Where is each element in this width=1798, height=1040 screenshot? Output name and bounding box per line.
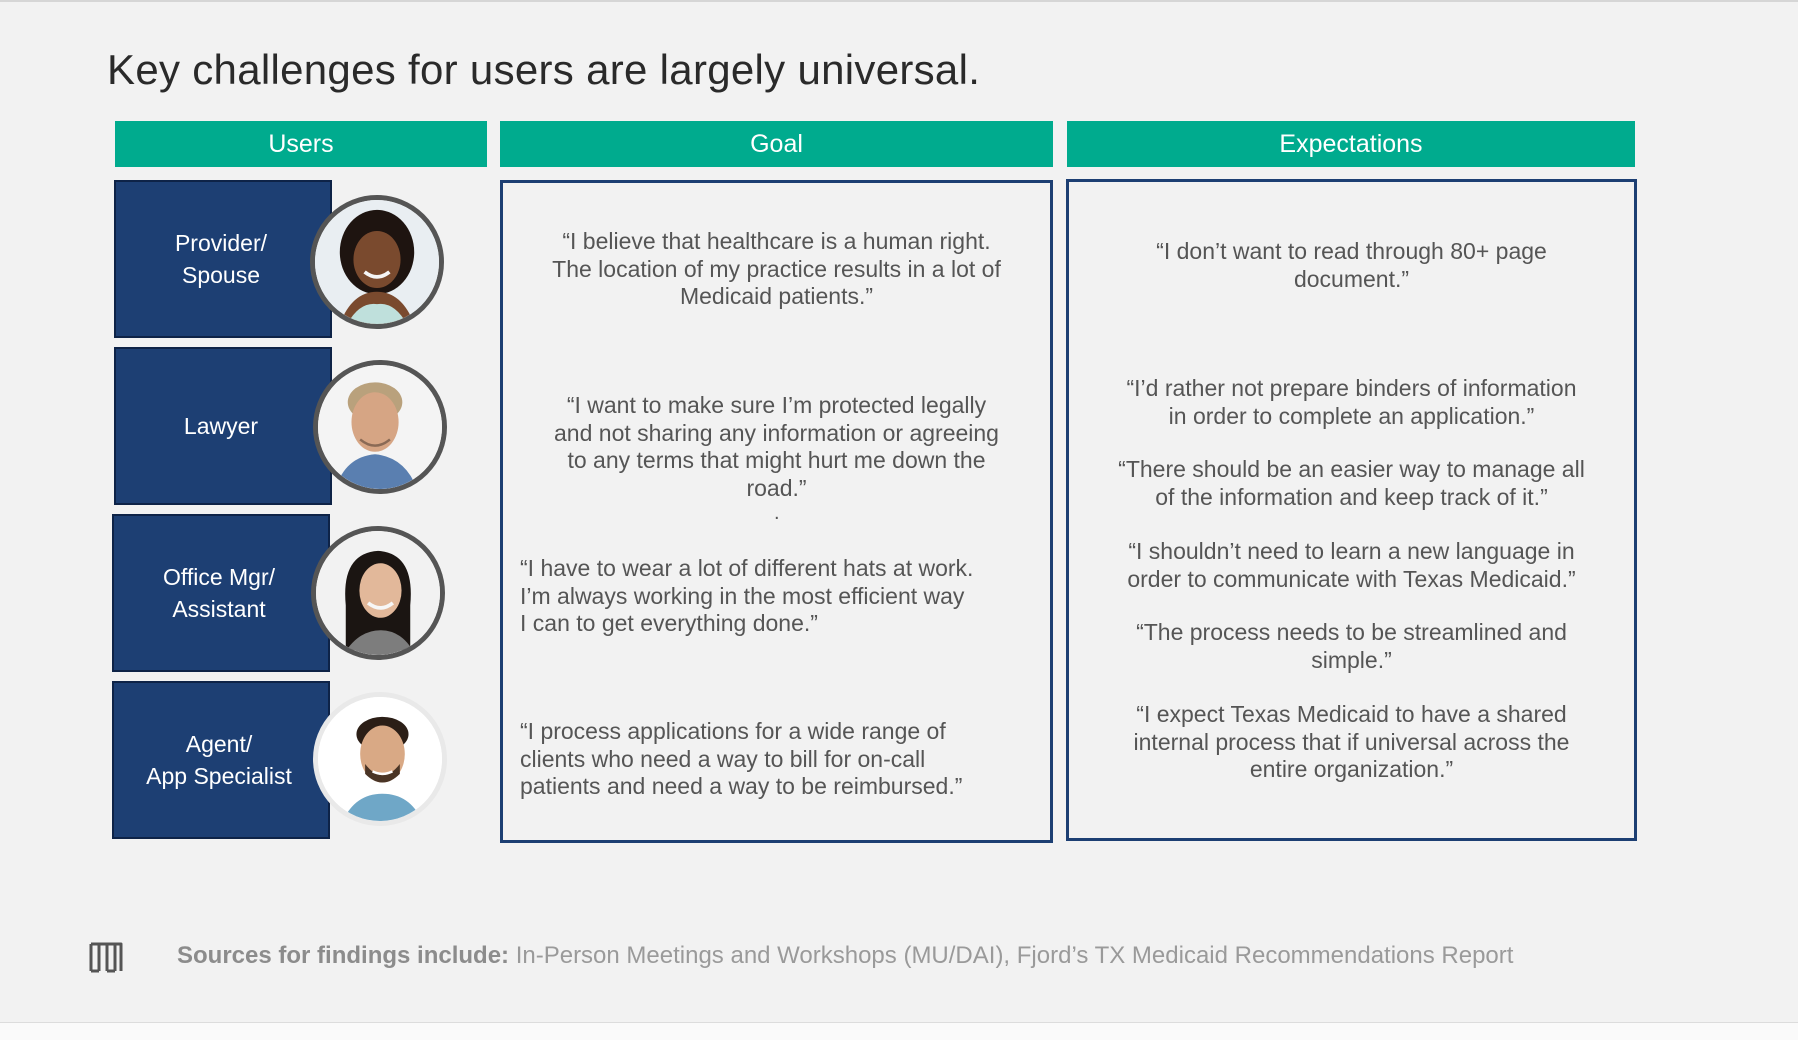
goal-quote-provider: “I believe that healthcare is a human right. The location of my practice results in a lot of Medicaid patients.”: [552, 228, 1001, 309]
user-provider-spouse: [114, 180, 332, 338]
expectation-quote-6: “I expect Texas Medicaid to have a shared internal process that if universal across the entire organization.”: [1133, 701, 1570, 782]
expectation-quote-4: “I shouldn’t need to learn a new language in order to communicate with Texas Medicaid.”: [1127, 538, 1576, 592]
sources-footer: [177, 942, 1513, 970]
goal-quote-lawyer: “I want to make sure I’m protected legally and not sharing any information or agreeing to any terms that might hurt me down the road.”: [554, 392, 999, 501]
expectation-quote-3: “There should be an easier way to manage all of the information and keep track of it.”: [1118, 456, 1585, 510]
header-expectations: Expectations: [1067, 121, 1635, 167]
woman-portrait-icon: [311, 526, 445, 660]
sources-label: Sources for findings include:: [177, 942, 510, 969]
user-label-line2: Assistant: [172, 596, 266, 622]
expectation-quote-5: “The process needs to be streamlined and simple.”: [1136, 619, 1567, 673]
top-divider: [0, 0, 1798, 2]
user-label-line2: Spouse: [181, 262, 260, 288]
user-label-line1: Office Mgr/: [162, 564, 276, 590]
man-portrait-icon: [313, 692, 447, 826]
woman-portrait-icon: [310, 195, 444, 329]
sources-text: In-Person Meetings and Workshops (MU/DAI), Fjord’s TX Medicaid Recommendations Report: [509, 942, 1514, 969]
company-logo-icon: [88, 940, 124, 974]
goal-quote-agent: “I process applications for a wide range of clients who need a way to bill for on-call patients and need a way to be reimbursed.”: [520, 718, 963, 799]
user-label-line1: Provider/: [174, 230, 268, 256]
user-office-mgr-assistant: [112, 514, 330, 672]
user-label-line1: Agent/: [185, 731, 253, 757]
expectation-quote-2: “I’d rather not prepare binders of information in order to complete an application.”: [1126, 375, 1577, 429]
user-agent-app-specialist: [112, 681, 330, 839]
page-title: Key challenges for users are largely universal.: [107, 46, 981, 93]
user-label-line2: App Specialist: [146, 763, 292, 789]
bottom-divider: [0, 1022, 1798, 1040]
goal-quote-office-mgr: “I have to wear a lot of different hats at work. I’m always working in the most efficient way I can to get everything done.”: [520, 555, 974, 636]
man-portrait-icon: [313, 360, 447, 494]
expectation-quote-1: “I don’t want to read through 80+ page document.”: [1156, 238, 1547, 292]
header-goal: Goal: [500, 121, 1053, 167]
goal-dot: .: [774, 502, 780, 524]
header-users: Users: [115, 121, 487, 167]
user-lawyer: [114, 347, 332, 505]
user-label-line1: Lawyer: [183, 413, 259, 439]
